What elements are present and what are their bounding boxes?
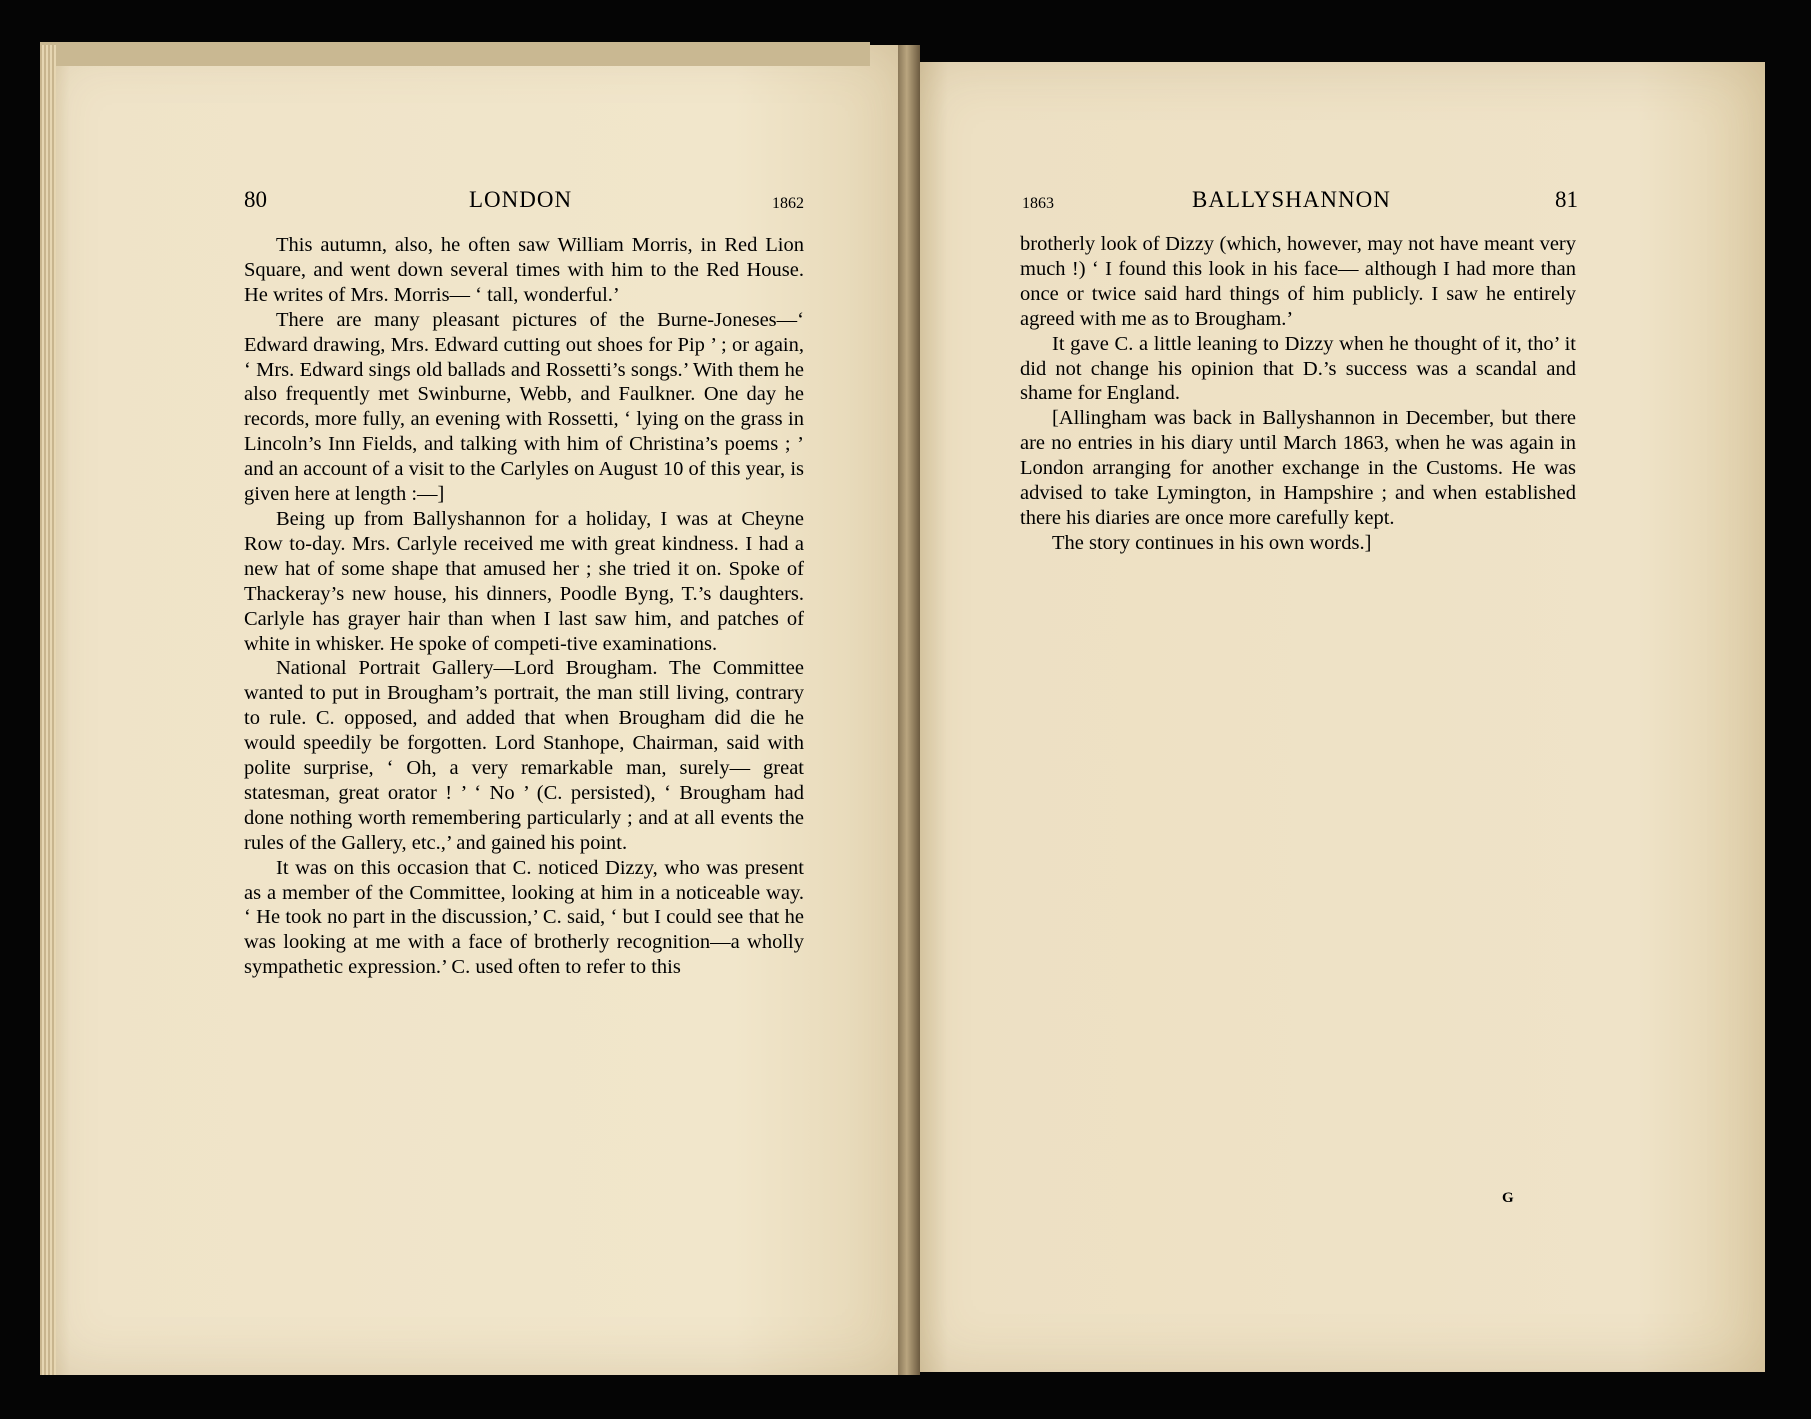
left-paragraph: This autumn, also, he often saw William Morris, in Red Lion Square, and went down several times with him to the Red House. He writes of Mrs. Morris— ‘ tall, wonderful.’ [244,234,804,306]
right-paragraph: The story continues in his own words.] [1052,531,1372,554]
left-paragraph: It was on this occasion that C. noticed Dizzy, who was present as a member of the Committee, looking at him in a noticeable way. ‘ He took no part in the discussion,’ C. said, ‘ but I could see that he was looking at me with a face of brotherly recognition—a wholly sympathetic expression.’ C. used often to refer to this [244,856,804,979]
right-continuation-paragraph: brotherly look of Dizzy (which, however, may not have meant very much !) ‘ I found this look in his face— although I had more than once or twice said hard things of him publicly. I saw he entirely agreed with me as to Brougham.’ [1020,233,1576,330]
page-top-edge [40,42,870,66]
right-paragraph: It gave C. a little leaning to Dizzy when he thought of it, tho’ it did not change his opinion that D.’s success was a scandal and shame for England. [1020,332,1576,405]
left-page-text [244,233,804,980]
left-page-edge [40,45,56,1375]
left-running-head [244,186,804,214]
left-paragraph: There are many pleasant pictures of the Burne-Joneses—‘ Edward drawing, Mrs. Edward cutting out shoes for Pip ’ ; or again, ‘ Mrs. Edward sings old ballads and Rossetti’s songs.’ With them he also frequently met Swinburne, Webb, and Faulkner. One day he records, more fully, an evening with Rossetti, ‘ lying on the grass in Lincoln’s Inn Fields, and talking with him of Christina’s poems ; ’ and an account of a visit to the Carlyles on August 10 of this year, is given here at length :—] [244,308,804,506]
left-paragraph: National Portrait Gallery—Lord Brougham. The Committee wanted to put in Brougham’s portrait, the man still living, contrary to rule. C. opposed, and added that when Brougham did die he would speedily be forgotten. Lord Stanhope, Chairman, said with polite surprise, ‘ Oh, a very remarkable man, surely— great statesman, great orator ! ’ ‘ No ’ (C. persisted), ‘ Brougham had done nothing worth remembering particularly ; and at all events the rules of the Gallery, etc.,’ and gained his point. [244,657,804,854]
right-page-text [1020,232,1576,556]
right-paragraph: [Allingham was back in Ballyshannon in December, but there are no entries in his diary until March 1863, when he was again in London arranging for another exchange in the Customs. He was advised to take Lymington, in Hampshire ; and when established there his diaries are once more carefully kept. [1020,407,1576,529]
left-running-title: LONDON [469,187,573,212]
signature-mark: G [1502,1190,1514,1206]
left-year: 1862 [772,195,804,212]
right-running-head [1022,186,1578,214]
book-gutter [898,45,920,1375]
right-running-title: BALLYSHANNON [1192,187,1391,212]
right-year: 1863 [1022,195,1054,212]
right-page-number: 81 [1555,187,1578,212]
left-page-number: 80 [244,187,267,212]
left-paragraph: Being up from Ballyshannon for a holiday, I was at Cheyne Row to-day. Mrs. Carlyle received me with great kindness. I had a new hat of some shape that amused her ; she tried it on. Spoke of Thackeray’s new house, his dinners, Poodle Byng, T.’s daughters. Carlyle has grayer hair than when I last saw him, and patches of white in whisker. He spoke of competi-tive examinations. [244,507,804,655]
